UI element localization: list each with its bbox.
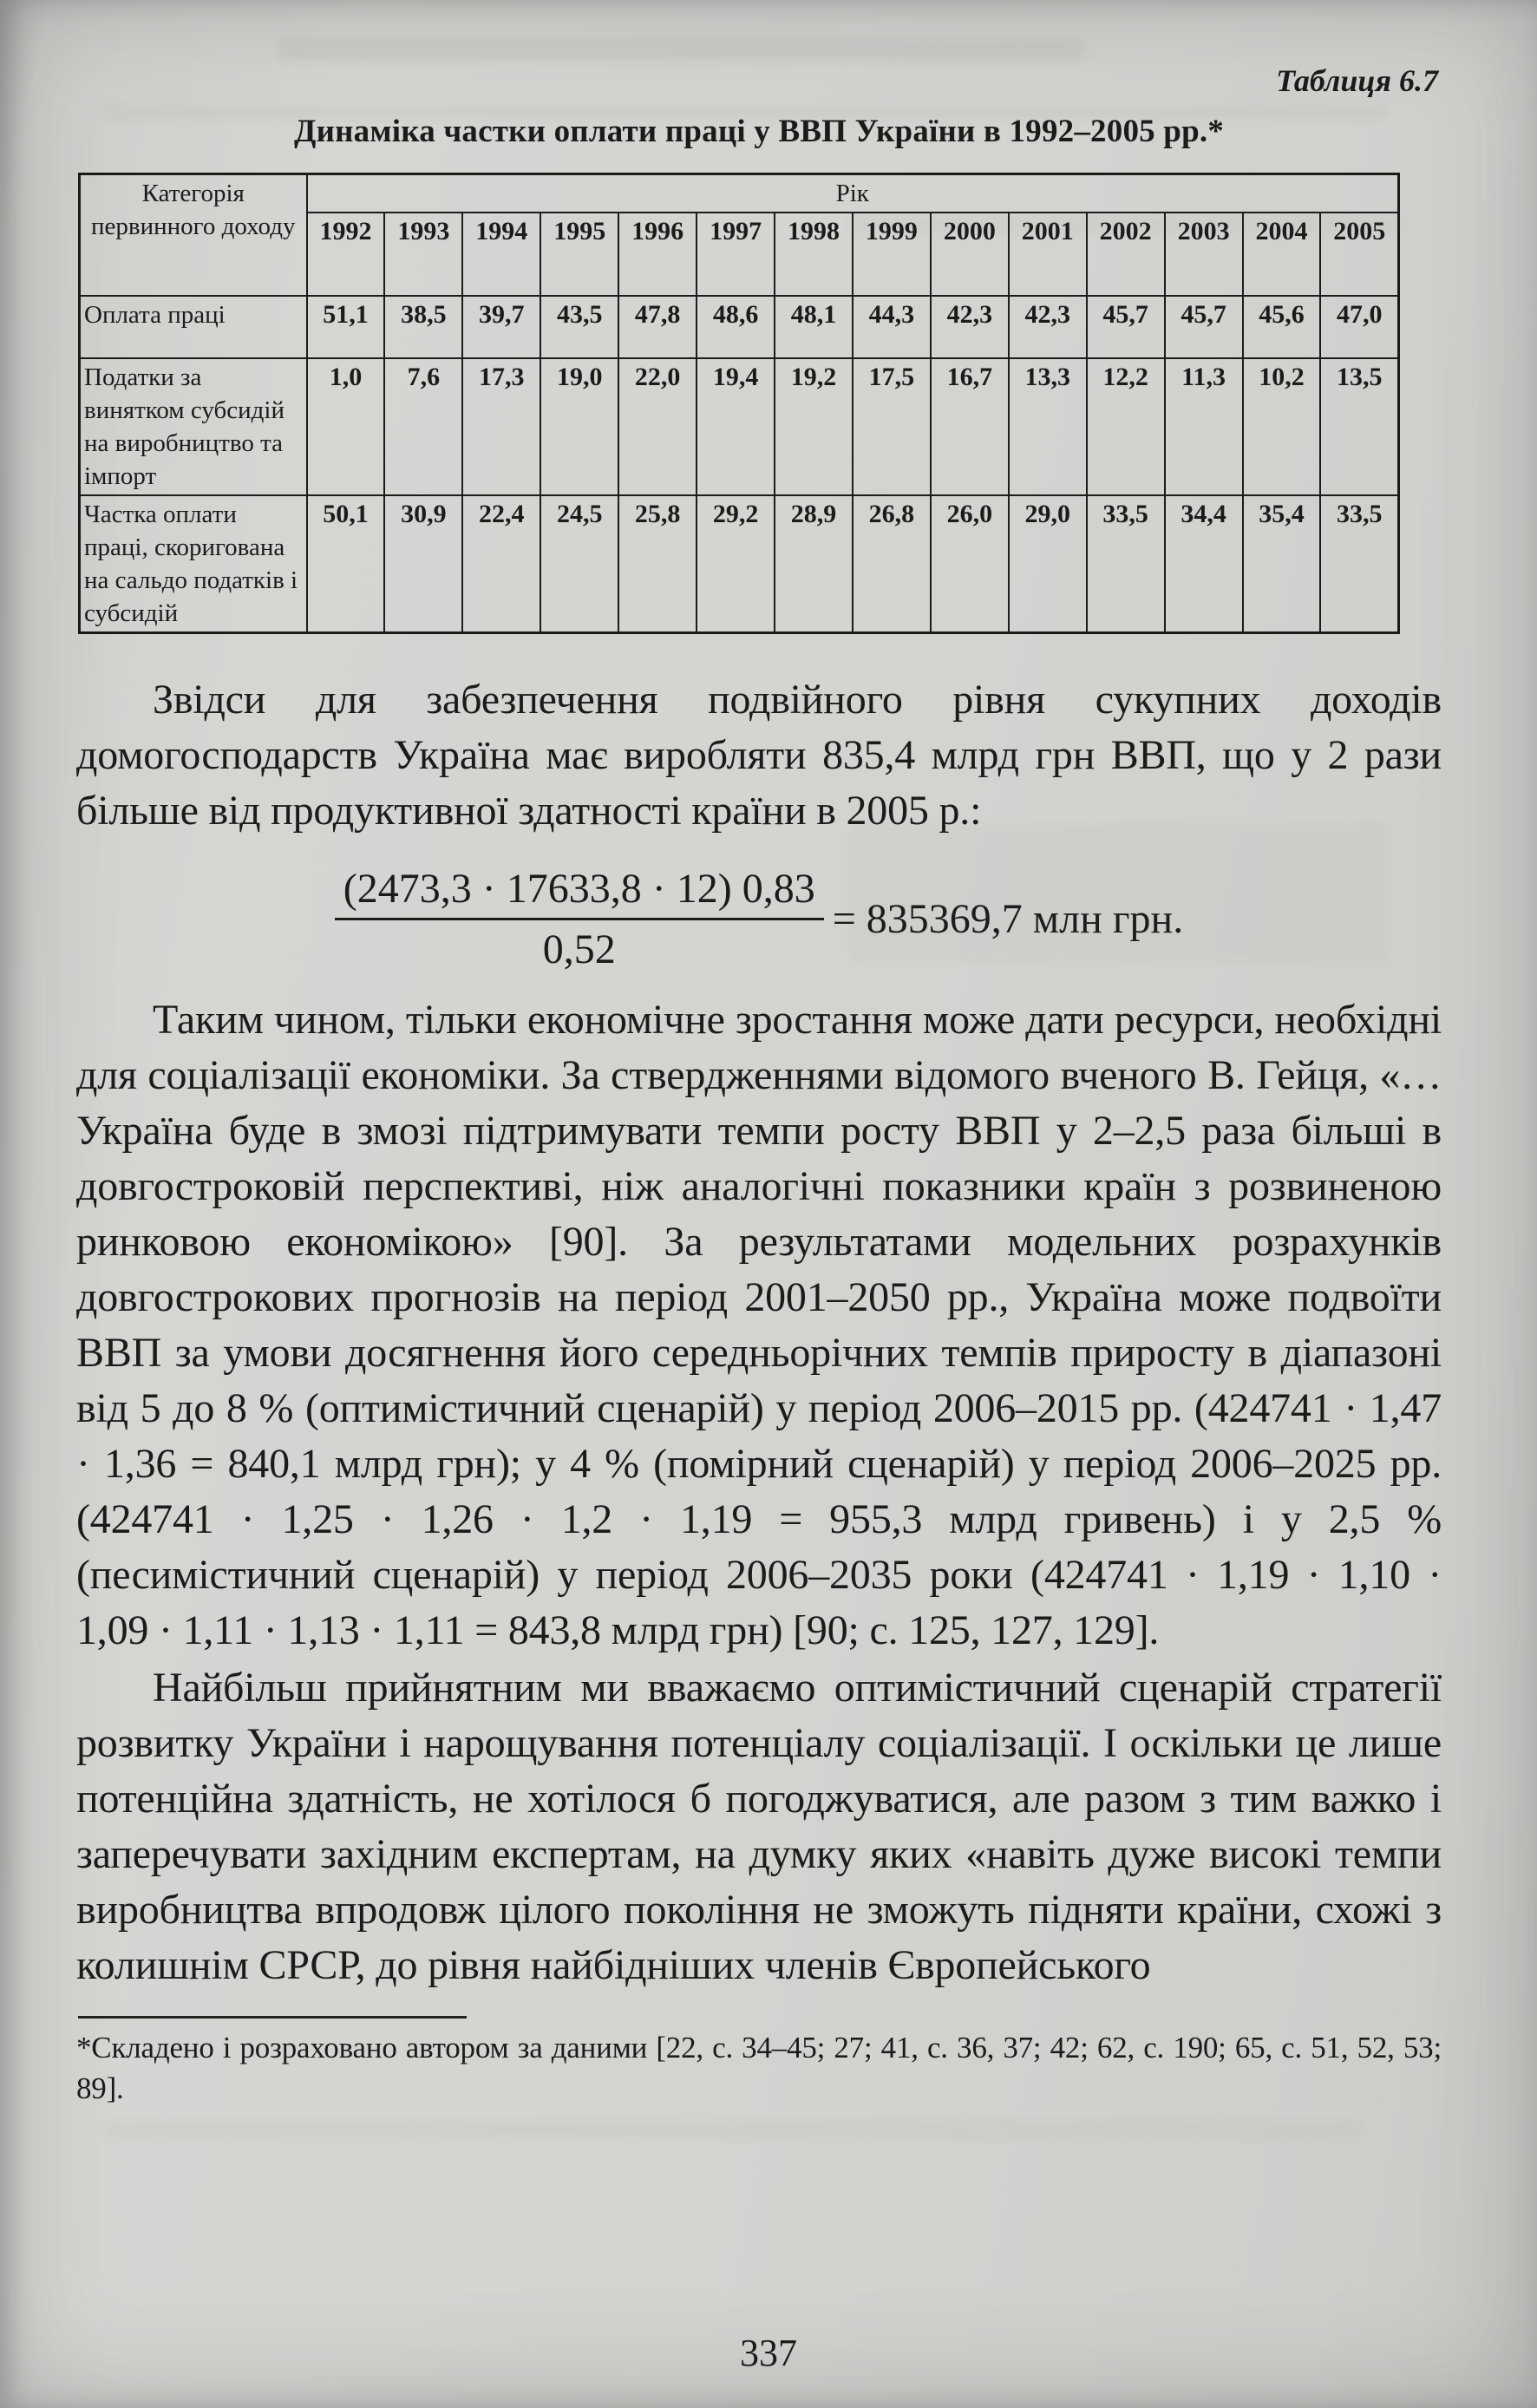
year-header-cell: 2002 [1087, 213, 1165, 296]
value-cell: 17,5 [853, 358, 931, 495]
page-number: 337 [740, 2332, 797, 2374]
year-header-cell: 1994 [462, 213, 540, 296]
value-cell: 42,3 [1009, 296, 1087, 358]
value-cell: 30,9 [384, 495, 462, 633]
row-label-cell: Податки за винятком субсидій на виробництво та імпорт [80, 358, 307, 495]
table-body [80, 296, 1399, 633]
value-cell: 42,3 [931, 296, 1009, 358]
paragraph-scenarios: Таким чином, тільки економічне зростання може дати ресурси, необхідні для соціалізації економіки. За ствердженнями відомого вченого В. Гейця, «…Україна буде в змозі підтримувати темпи росту ВВП у 2–2,5 раза більші в довгостроковій перспективі, ніж аналогічні показники країн з розвиненою ринковою економікою» [90]. За результатами модельних розрахунків довгострокових прогнозів на період 2001–2050 рр., Україна може подвоїти ВВП за умови досягнення його середньорічних темпів приросту в діапазоні від 5 до 8 % (оптимістичний сценарій) у період 2006–2015 рр. (424741 · 1,47 · 1,36 = 840,1 млрд грн); у 4 % (помірний сценарій) у період 2006–2025 рр. (424741 · 1,25 · 1,26 · 1,2 · 1,19 = 955,3 млрд гривень) і у 2,5 % (песимістичний сценарій) у період 2006–2035 роки (424741 · 1,19 · 1,10 · 1,09 · 1,11 · 1,13 · 1,11 = 843,8 млрд грн) [90; с. 125, 127, 129]. [76, 997, 1442, 1653]
value-cell: 39,7 [462, 296, 540, 358]
year-header-cell: 1998 [775, 213, 853, 296]
table-row [80, 495, 1399, 633]
value-cell: 13,5 [1320, 358, 1398, 495]
bleedthrough-smudge [104, 104, 1388, 121]
value-cell: 25,8 [618, 495, 697, 633]
value-cell: 26,8 [853, 495, 931, 633]
year-header-cell: 1995 [540, 213, 618, 296]
row-label-cell: Оплата праці [80, 296, 307, 358]
bleedthrough-smudge [850, 217, 1405, 232]
year-header-cell: 1996 [618, 213, 697, 296]
value-cell: 33,5 [1320, 495, 1398, 633]
table-caption: Таблиця 6.7 [1276, 63, 1438, 98]
value-cell: 45,7 [1087, 296, 1165, 358]
table-row [80, 296, 1399, 358]
value-cell: 7,6 [384, 358, 462, 495]
value-cell: 19,0 [540, 358, 618, 495]
fraction [335, 865, 824, 973]
value-cell: 19,2 [775, 358, 853, 495]
value-cell: 19,4 [697, 358, 775, 495]
value-cell: 10,2 [1243, 358, 1321, 495]
formula-result: = 835369,7 млн грн. [832, 896, 1184, 942]
year-header-cell: 1997 [697, 213, 775, 296]
value-cell: 16,7 [931, 358, 1009, 495]
bleedthrough-smudge [278, 38, 1084, 61]
value-cell: 48,1 [775, 296, 853, 358]
value-cell: 45,6 [1243, 296, 1321, 358]
value-cell: 48,6 [697, 296, 775, 358]
year-header-cell: 2004 [1243, 213, 1321, 296]
table-header-row [80, 174, 1399, 213]
year-header-cell: 2003 [1165, 213, 1243, 296]
year-header-cell: 1999 [853, 213, 931, 296]
value-cell: 12,2 [1087, 358, 1165, 495]
value-cell: 11,3 [1165, 358, 1243, 495]
value-cell: 26,0 [931, 495, 1009, 633]
value-cell: 29,2 [697, 495, 775, 633]
value-cell: 34,4 [1165, 495, 1243, 633]
year-header-cell: 2001 [1009, 213, 1087, 296]
data-table [78, 173, 1400, 634]
value-cell: 29,0 [1009, 495, 1087, 633]
value-cell: 22,4 [462, 495, 540, 633]
row-label-cell: Частка оплати праці, скоригована на сальдо податків і субсидій [80, 495, 307, 633]
value-cell: 17,3 [462, 358, 540, 495]
value-cell: 33,5 [1087, 495, 1165, 633]
paragraph-intro: Звідси для забезпечення подвійного рівня сукупних доходів домогосподарств Україна має виробляти 835,4 млрд грн ВВП, що у 2 рази більше від продуктивної здатності країни в 2005 р.: [76, 677, 1442, 834]
table-row [80, 358, 1399, 495]
category-header-cell: Категорія первинного доходу [80, 174, 307, 297]
value-cell: 13,3 [1009, 358, 1087, 495]
bleedthrough-smudge [104, 2121, 1362, 2138]
value-cell: 44,3 [853, 296, 931, 358]
value-cell: 22,0 [618, 358, 697, 495]
value-cell: 50,1 [307, 495, 385, 633]
value-cell: 47,0 [1320, 296, 1398, 358]
fraction-denominator: 0,52 [542, 926, 616, 972]
table-title: Динаміка частки оплати праці у ВВП України в 1992–2005 рр.* [293, 114, 1225, 149]
value-cell: 28,9 [775, 495, 853, 633]
footnote-divider [78, 2016, 467, 2019]
value-cell: 51,1 [307, 296, 385, 358]
fraction-numerator: (2473,3 · 17633,8 · 12) 0,83 [335, 865, 824, 920]
year-header-cell: 1993 [384, 213, 462, 296]
table-head [80, 174, 1399, 297]
value-cell: 47,8 [618, 296, 697, 358]
value-cell: 43,5 [540, 296, 618, 358]
bleedthrough-smudge [850, 824, 1388, 963]
paragraph-conclusion: Найбільш прийнятним ми вважаємо оптимістичний сценарій стратегії розвитку України і нарощування потенціалу соціалізації. І оскільки це лише потенційна здатність, не хотілося б погоджуватися, але разом з тим важко і заперечувати західним експертам, на думку яких «навіть дуже високі темпи виробництва впродовж цілого покоління не зможуть підняти країни, схожі з колишнім СРСР, до рівня найбідніших членів Європейського [76, 1665, 1442, 1988]
value-cell: 38,5 [384, 296, 462, 358]
value-cell: 24,5 [540, 495, 618, 633]
value-cell: 35,4 [1243, 495, 1321, 633]
year-header-cell: 2005 [1320, 213, 1398, 296]
year-group-header-cell: Рік [307, 174, 1399, 213]
year-header-cell: 2000 [931, 213, 1009, 296]
value-cell: 45,7 [1165, 296, 1243, 358]
year-header-cell: 1992 [307, 213, 385, 296]
footnote-text: *Складено і розраховано автором за даними [22, с. 34–45; 27; 41, с. 36, 37; 42; 62, с. 190; 65, с. 51, 52, 53; 89]. [76, 2031, 1442, 2105]
value-cell: 1,0 [307, 358, 385, 495]
